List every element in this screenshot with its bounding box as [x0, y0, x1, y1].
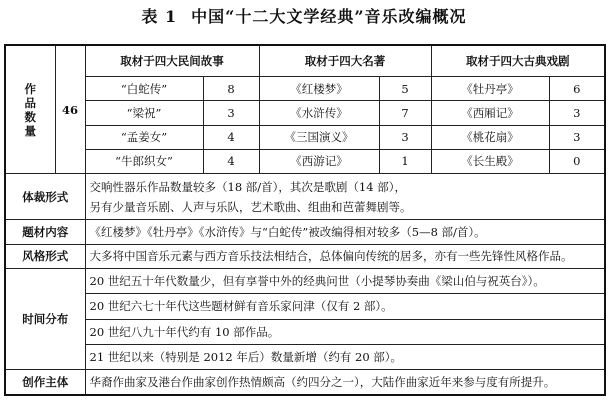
time-row	[5, 294, 605, 319]
content-label: 题材内容	[5, 220, 85, 244]
time-text: 21 世纪以来（特别是 2012 年后）数量新增（约有 20 部）。	[85, 344, 605, 369]
content-text: 《红楼梦》《牡丹亭》《水浒传》与“白蛇传”被改编得相对较多（5—8 部/首）。	[85, 220, 605, 244]
table-row	[5, 77, 605, 101]
quantity-label: 作 品 数 量	[5, 45, 55, 174]
work-count: 3	[549, 101, 605, 125]
work-count: 4	[203, 125, 259, 149]
style-text: 大多将中国音乐元素与西方音乐技法相结合，总体偏向传统的居多，亦有一些先锋性风格作品。	[85, 244, 605, 268]
work-count: 0	[549, 149, 605, 173]
time-text: 20 世纪八九十年代约有 10 部作品。	[85, 319, 605, 344]
style-row	[5, 244, 605, 268]
header-folk-stories: 取材于四大民间故事	[85, 45, 259, 77]
genre-row	[5, 174, 605, 220]
work-title: 《牡丹亭》	[431, 77, 549, 101]
work-count: 7	[379, 101, 431, 125]
work-title: “梁祝”	[85, 101, 203, 125]
time-text: 20 世纪五十年代数量少，但有享誉中外的经典问世（小提琴协奏曲《梁山伯与祝英台》）。	[85, 268, 605, 293]
work-title: 《西厢记》	[431, 101, 549, 125]
work-title: 《桃花扇》	[431, 125, 549, 149]
work-title: 《西游记》	[259, 149, 379, 173]
work-count: 3	[203, 101, 259, 125]
work-count: 1	[379, 149, 431, 173]
work-count: 5	[379, 77, 431, 101]
work-title: 《长生殿》	[431, 149, 549, 173]
work-count: 3	[549, 125, 605, 149]
creator-row	[5, 370, 605, 395]
genre-label: 体裁形式	[5, 174, 85, 220]
work-count: 3	[379, 125, 431, 149]
table-row	[5, 101, 605, 125]
style-label: 风格形式	[5, 244, 85, 268]
time-row	[5, 344, 605, 369]
table-number: 表 1	[141, 7, 178, 26]
adaptation-table	[4, 44, 606, 396]
work-title: “白蛇传”	[85, 77, 203, 101]
work-title: 《红楼梦》	[259, 77, 379, 101]
creator-label: 创作主体	[5, 370, 85, 395]
creator-text: 华裔作曲家及港台作曲家创作热情颇高（约四分之一），大陆作曲家近年来参与度有所提升。	[85, 370, 605, 395]
time-row	[5, 268, 605, 293]
header-classic-dramas: 取材于四大古典戏剧	[431, 45, 605, 77]
work-count: 4	[203, 149, 259, 173]
total-count: 46	[55, 45, 85, 174]
time-text: 20 世纪六七十年代这些题材鲜有音乐家问津（仅有 2 部）。	[85, 294, 605, 319]
work-title: “孟姜女”	[85, 125, 203, 149]
table-title: 中国“十二大文学经典”音乐改编概况	[191, 7, 467, 26]
header-classic-novels: 取材于四大名著	[259, 45, 431, 77]
table-row	[5, 125, 605, 149]
time-row	[5, 319, 605, 344]
work-title: “牛郎织女”	[85, 149, 203, 173]
work-title: 《水浒传》	[259, 101, 379, 125]
table-caption	[0, 2, 608, 32]
work-count: 6	[549, 77, 605, 101]
time-label: 时间分布	[5, 268, 85, 369]
work-title: 《三国演义》	[259, 125, 379, 149]
work-count: 8	[203, 77, 259, 101]
genre-text: 交响性器乐作品数量较多（18 部/首），其次是歌剧（14 部）， 另有少量音乐剧、人声与乐队，艺术歌曲、组曲和芭蕾舞剧等。	[85, 174, 605, 220]
content-row	[5, 220, 605, 244]
quantity-header-row	[5, 45, 605, 77]
table-row	[5, 149, 605, 173]
